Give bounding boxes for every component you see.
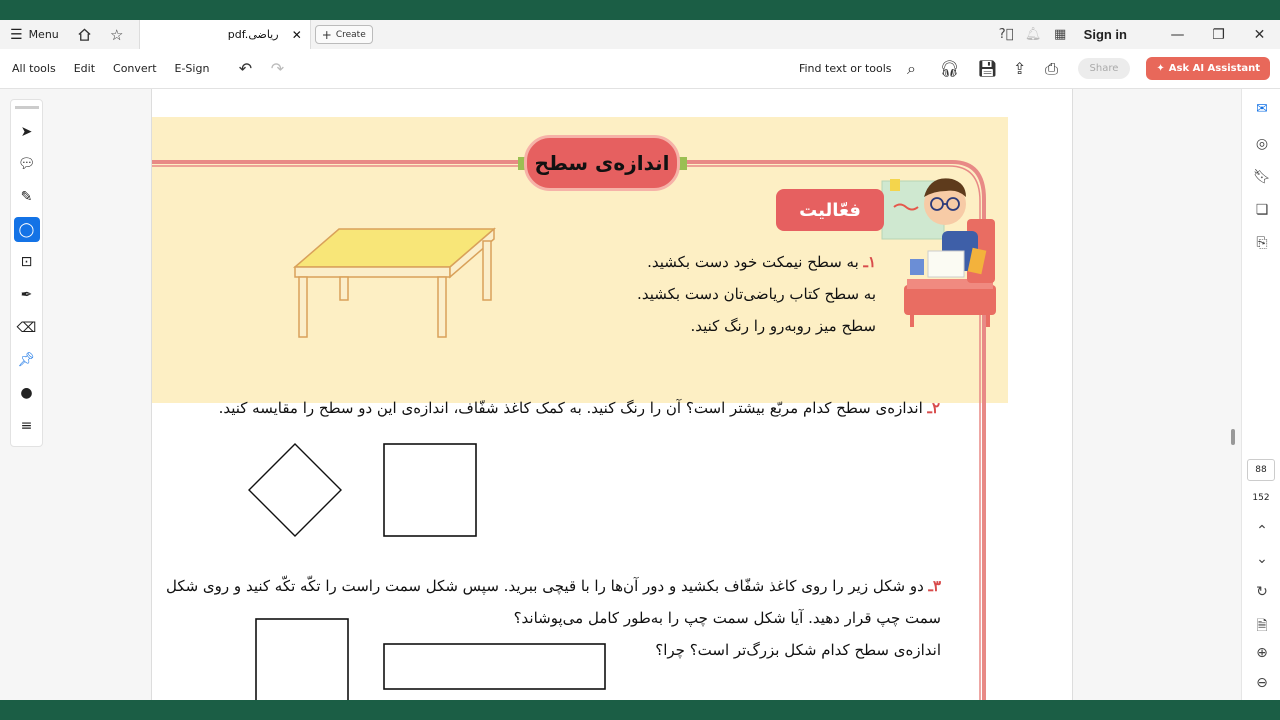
zoom-out-icon[interactable]: ⊖ — [1256, 675, 1268, 691]
read-aloud-icon[interactable]: 🎧︎ — [939, 59, 960, 78]
stroke-width-icon[interactable]: ≡ — [20, 417, 33, 434]
restore-icon[interactable]: ❐ — [1212, 26, 1225, 43]
right-side-rail — [1241, 89, 1280, 700]
bookmark-icon[interactable]: 🔖︎ — [1253, 169, 1271, 185]
pages-icon[interactable]: ❏ — [1255, 202, 1269, 218]
edit-button[interactable]: Edit — [73, 62, 96, 75]
pin-icon[interactable]: 📌︎ — [17, 352, 36, 369]
pdf-page — [151, 89, 1073, 700]
ai-sparkle-icon: ✦ — [1156, 63, 1165, 74]
question-3-text-1: دو شکل زیر را روی کاغذ شفّاف بکشید و دور آن‌ها را با قیچی ببرید. سپس شکل سمت راست را تکّه تکّه کنید و روی شکل — [165, 577, 924, 595]
document-properties-icon[interactable]: 🗎︎ — [1256, 618, 1268, 634]
document-area — [0, 89, 1280, 700]
convert-button[interactable]: Convert — [113, 62, 157, 75]
bell-icon[interactable]: 🔔︎ — [1024, 27, 1042, 42]
plus-icon: + — [321, 27, 332, 42]
search-icon[interactable]: ⌕ — [907, 58, 917, 78]
chevron-down-icon[interactable]: ⌄ — [1256, 551, 1268, 567]
menu-label: Menu — [28, 28, 59, 41]
menu-button[interactable] — [0, 20, 69, 49]
select-cursor-icon[interactable]: ➤ — [20, 123, 33, 140]
toolbar — [0, 49, 1280, 89]
save-icon[interactable]: 💾︎ — [977, 59, 998, 78]
upload-cloud-icon[interactable]: ⇪ — [1012, 59, 1027, 78]
question-3-line-2: سمت چپ قرار دهید. آیا شکل سمت چپ را به‌طور کامل می‌پوشاند؟ — [513, 609, 941, 627]
color-dot-icon[interactable]: ● — [20, 385, 33, 402]
student-illustration — [882, 178, 996, 327]
star-icon: ☆ — [110, 25, 124, 44]
table-illustration — [295, 229, 494, 337]
scrollbar-thumb[interactable] — [1231, 429, 1235, 445]
create-label: Create — [335, 29, 366, 40]
text-box-icon[interactable]: ⊡ — [20, 254, 33, 271]
question-3-line-1 — [166, 577, 941, 595]
question-1-line-2: به سطح کتاب ریاضی‌تان دست بکشید. — [637, 285, 876, 303]
find-tools-label[interactable]: Find text or tools — [798, 62, 892, 75]
help-icon[interactable]: ?⃝ — [998, 27, 1014, 42]
highlight-pen-icon[interactable]: ✎ — [20, 188, 33, 205]
ask-ai-label: Ask AI Assistant — [1168, 63, 1260, 74]
page-number-input[interactable]: 88 — [1247, 459, 1275, 481]
esign-button[interactable]: E-Sign — [174, 62, 210, 75]
lasso-draw-icon[interactable]: ◯ — [14, 217, 40, 242]
favorite-button[interactable] — [101, 20, 133, 49]
question-2 — [219, 399, 940, 417]
refresh-icon[interactable]: ↻ — [1256, 584, 1268, 600]
question-3-line-3: اندازه‌ی سطح کدام شکل بزرگ‌تر است؟ چرا؟ — [655, 641, 941, 659]
ai-panel-icon[interactable]: ✉ — [1256, 101, 1268, 117]
minimize-icon[interactable]: — — [1170, 26, 1185, 43]
comment-icon[interactable]: 💬︎ — [17, 156, 36, 173]
left-square-shape — [256, 619, 348, 700]
attachments-icon[interactable]: ⎘ — [1256, 235, 1268, 251]
question-2-text: اندازه‌ی سطح کدام مربّع بیشتر است؟ آن را رنگ کنید. به کمک کاغذ شفّاف، اندازه‌ی این دو سطح را مقایسه کنید. — [218, 399, 923, 417]
sign-in-button[interactable]: Sign in — [1083, 27, 1127, 42]
activity-label: فعّالیت — [776, 189, 884, 231]
comments-panel-icon[interactable]: ◎ — [1255, 136, 1269, 152]
apps-grid-icon[interactable]: ▦ — [1054, 27, 1067, 42]
redo-icon[interactable]: ↷ — [270, 59, 285, 78]
question-1-line-1 — [647, 253, 876, 271]
home-button[interactable] — [69, 20, 101, 49]
upright-square-shape — [384, 444, 476, 536]
ask-ai-assistant-button[interactable] — [1146, 57, 1270, 80]
question-3-number: ۳ـ — [928, 577, 941, 595]
chevron-up-icon[interactable]: ⌃ — [1256, 523, 1268, 539]
undo-icon[interactable]: ↶ — [238, 59, 253, 78]
print-icon[interactable]: ⎙ — [1045, 58, 1058, 78]
eraser-icon[interactable]: ⌫ — [16, 319, 37, 336]
question-1-line-3: سطح میز روبه‌رو را رنگ کنید. — [690, 317, 876, 335]
hamburger-icon: ☰ — [10, 26, 23, 43]
home-icon — [77, 27, 92, 42]
diamond-square-shape — [249, 444, 341, 536]
close-window-icon[interactable]: ✕ — [1253, 26, 1266, 43]
pill-clip-right — [679, 157, 687, 170]
title-bar — [0, 20, 1280, 49]
close-tab-icon[interactable]: ✕ — [291, 27, 302, 42]
question-1-text-1: به سطح نیمکت خود دست بکشید. — [647, 253, 859, 271]
signature-pen-icon[interactable]: ✒ — [20, 287, 33, 304]
create-button[interactable] — [315, 25, 373, 44]
section-title: اندازه‌ی سطح — [524, 135, 680, 191]
all-tools-button[interactable]: All tools — [12, 62, 56, 75]
panel-grip[interactable] — [15, 106, 39, 109]
question-2-number: ۲ـ — [927, 399, 940, 417]
quick-tools-panel — [10, 99, 43, 447]
share-button[interactable]: Share — [1078, 58, 1131, 79]
document-tab[interactable] — [139, 20, 311, 49]
zoom-in-icon[interactable]: ⊕ — [1256, 645, 1268, 661]
tab-title: pdf.ریاضی — [227, 28, 279, 41]
page-total: 152 — [1252, 493, 1270, 503]
rectangle-shape — [384, 644, 605, 689]
question-1-number: ۱ـ — [863, 253, 876, 271]
